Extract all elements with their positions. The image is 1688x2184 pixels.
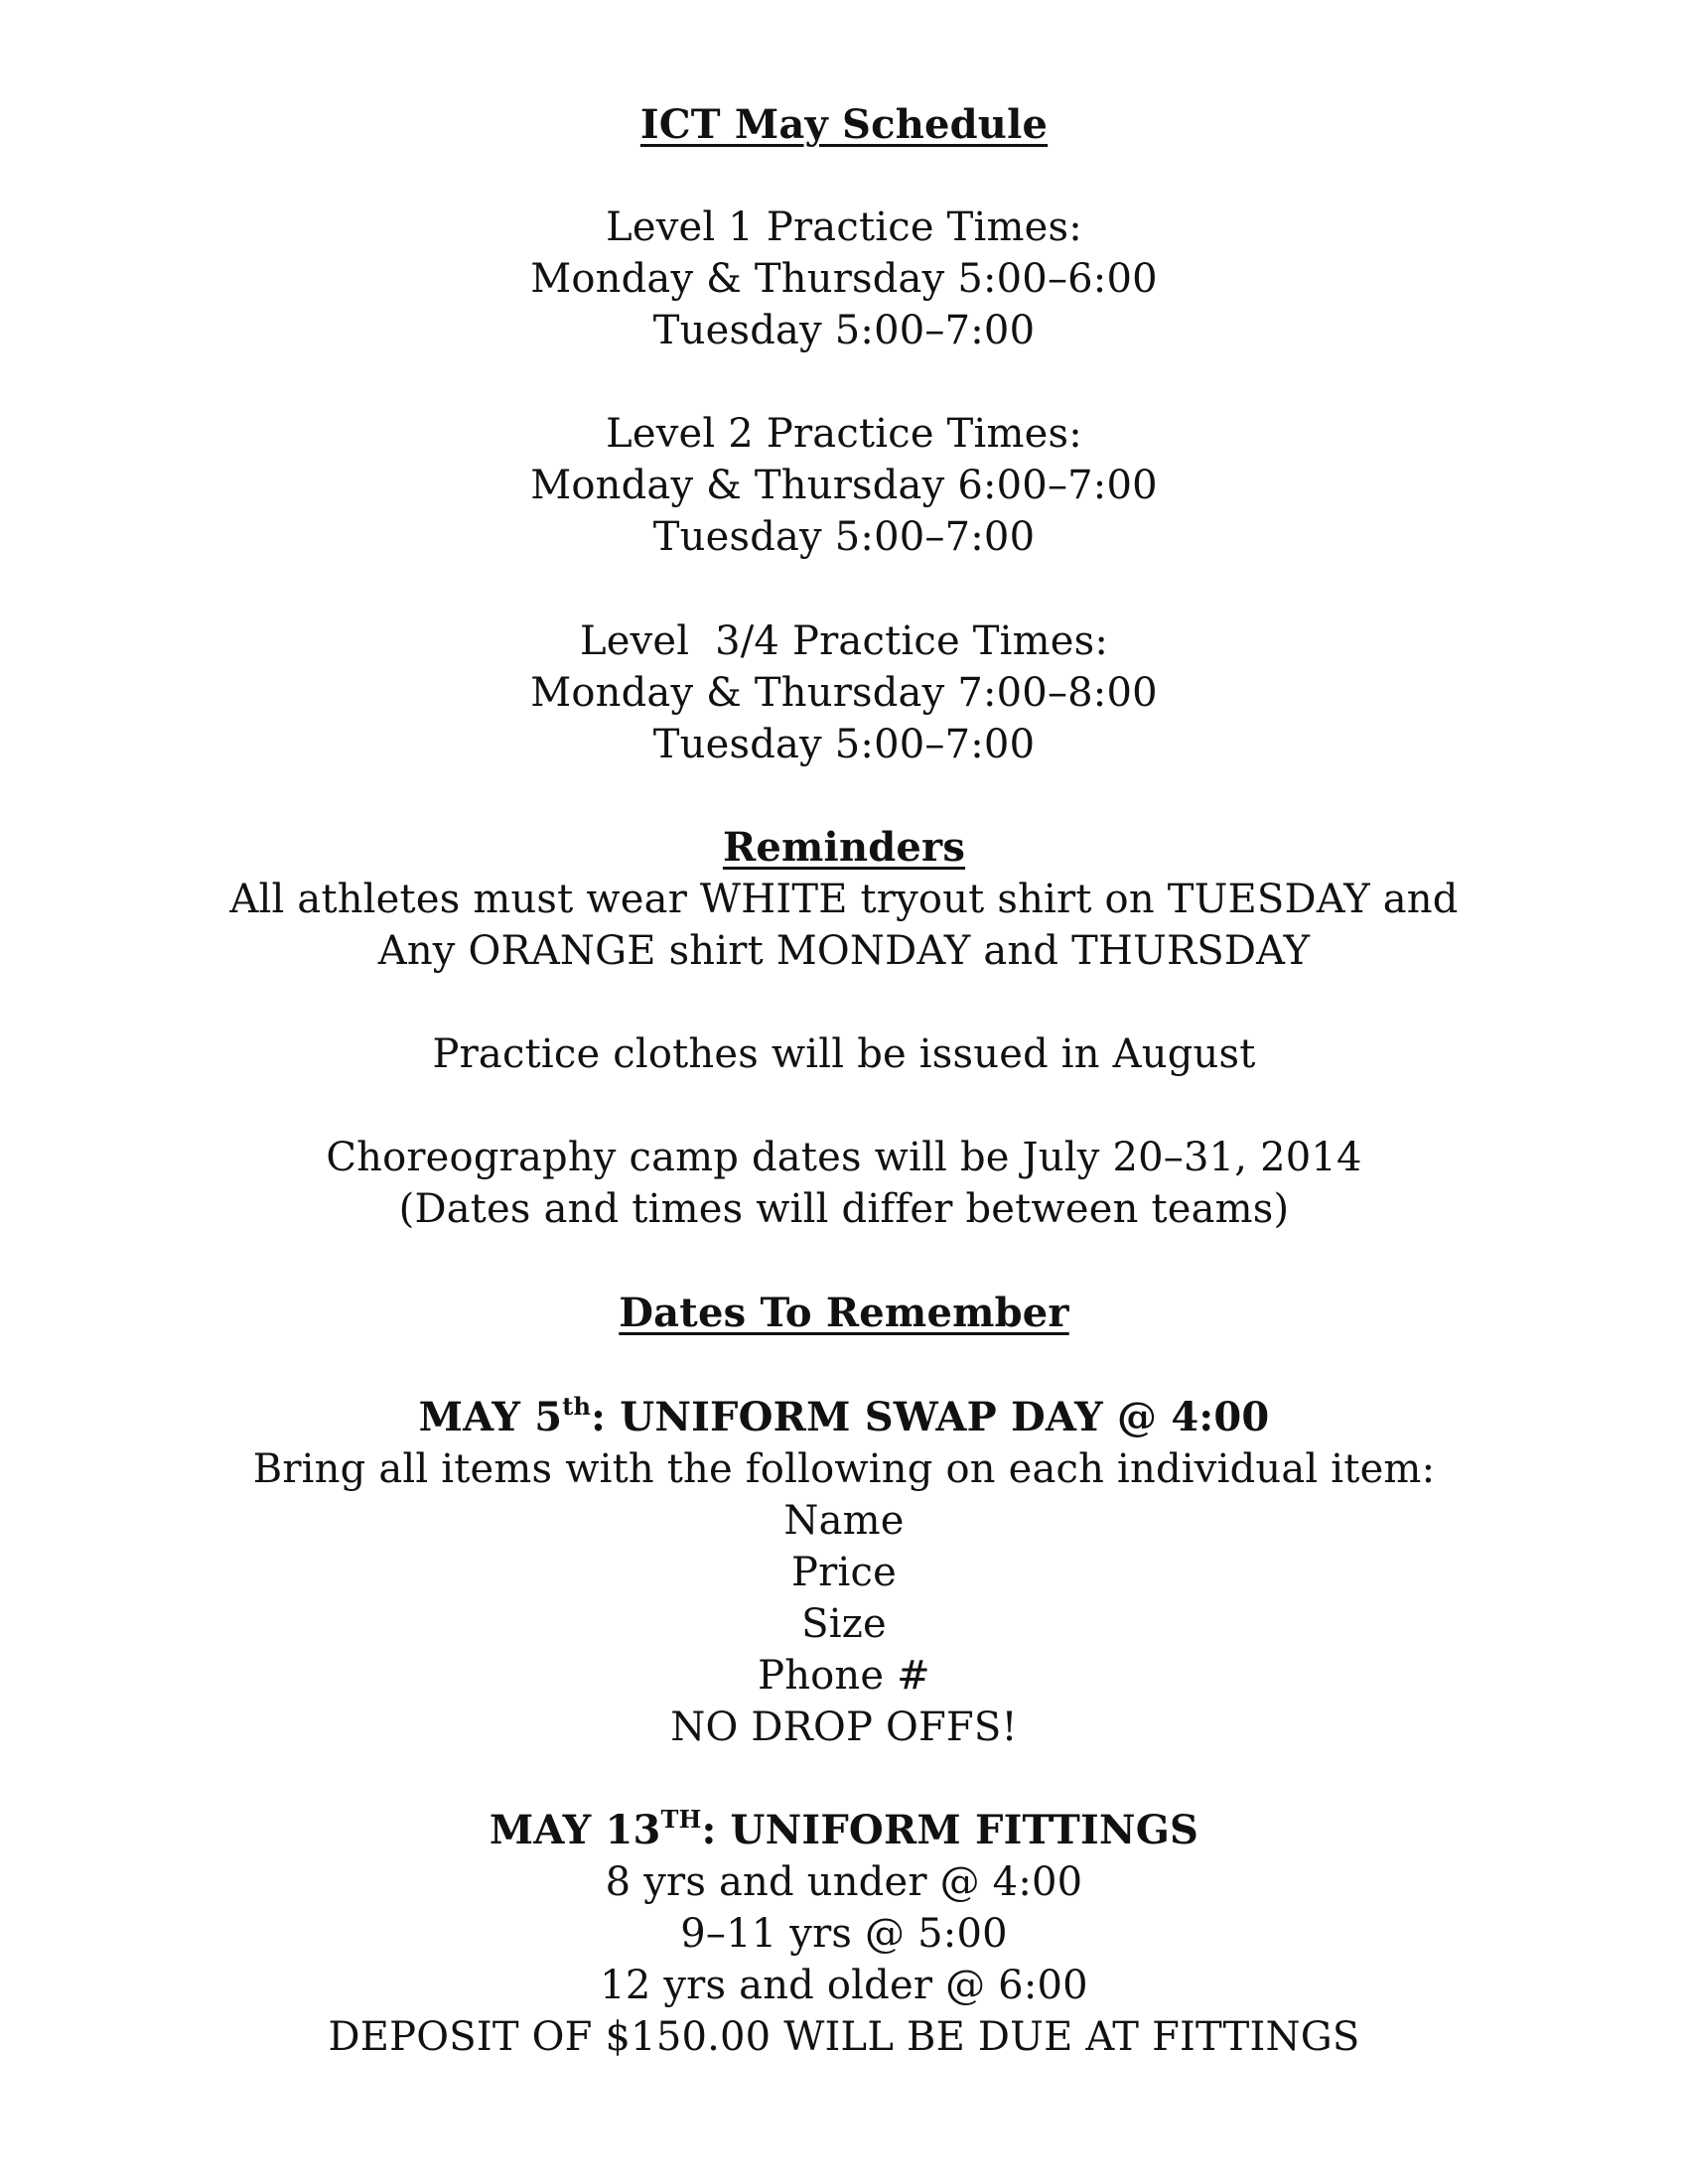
swap-item-price: Price bbox=[791, 1550, 897, 1595]
swap-day-ordinal: th bbox=[562, 1391, 592, 1421]
reminder-camp-dates: Choreography camp dates will be July 20–31, 2014 bbox=[326, 1135, 1362, 1180]
level-3-4-heading: Level 3/4 Practice Times: bbox=[579, 618, 1109, 664]
swap-day-heading bbox=[0, 1392, 1688, 1443]
fitting-slot-3: 12 yrs and older @ 6:00 bbox=[600, 1963, 1088, 2008]
swap-day-label: : UNIFORM SWAP DAY @ 4:00 bbox=[591, 1394, 1270, 1440]
level-3-4-line-2: Tuesday 5:00–7:00 bbox=[652, 722, 1036, 767]
swap-item-phone: Phone # bbox=[758, 1653, 930, 1699]
fitting-slot-1: 8 yrs and under @ 4:00 bbox=[605, 1859, 1083, 1905]
level-1-heading: Level 1 Practice Times: bbox=[606, 205, 1082, 250]
level-2-line-2: Tuesday 5:00–7:00 bbox=[652, 514, 1036, 560]
fittings-label: : UNIFORM FITTINGS bbox=[701, 1807, 1199, 1853]
swap-no-drop-offs: NO DROP OFFS! bbox=[670, 1705, 1018, 1750]
level-2-heading: Level 2 Practice Times: bbox=[606, 411, 1082, 457]
swap-item-name: Name bbox=[783, 1498, 905, 1544]
fitting-deposit-notice: DEPOSIT OF $150.00 WILL BE DUE AT FITTINGS bbox=[328, 2014, 1360, 2060]
fittings-ordinal: TH bbox=[660, 1804, 702, 1834]
reminder-shirt-line-2: Any ORANGE shirt MONDAY and THURSDAY bbox=[377, 928, 1311, 974]
level-1-line-2: Tuesday 5:00–7:00 bbox=[652, 308, 1036, 353]
level-1-line-1: Monday & Thursday 5:00–6:00 bbox=[530, 256, 1158, 302]
fittings-heading bbox=[0, 1805, 1688, 1856]
reminder-shirt-line-1: All athletes must wear WHITE tryout shirt on TUESDAY and bbox=[229, 877, 1459, 922]
level-3-4-line-1: Monday & Thursday 7:00–8:00 bbox=[530, 670, 1158, 716]
page-title: ICT May Schedule bbox=[639, 101, 1049, 148]
fitting-slot-2: 9–11 yrs @ 5:00 bbox=[680, 1911, 1008, 1957]
reminders-heading: Reminders bbox=[722, 824, 966, 871]
reminder-camp-note: (Dates and times will differ between teams) bbox=[398, 1186, 1290, 1232]
swap-day-date: MAY 5 bbox=[418, 1394, 563, 1440]
level-2-line-1: Monday & Thursday 6:00–7:00 bbox=[530, 463, 1158, 508]
reminder-practice-clothes: Practice clothes will be issued in August bbox=[432, 1031, 1256, 1077]
dates-heading: Dates To Remember bbox=[619, 1290, 1069, 1336]
swap-item-size: Size bbox=[801, 1601, 887, 1647]
fittings-date: MAY 13 bbox=[489, 1807, 661, 1853]
swap-day-intro: Bring all items with the following on each individual item: bbox=[252, 1446, 1436, 1492]
